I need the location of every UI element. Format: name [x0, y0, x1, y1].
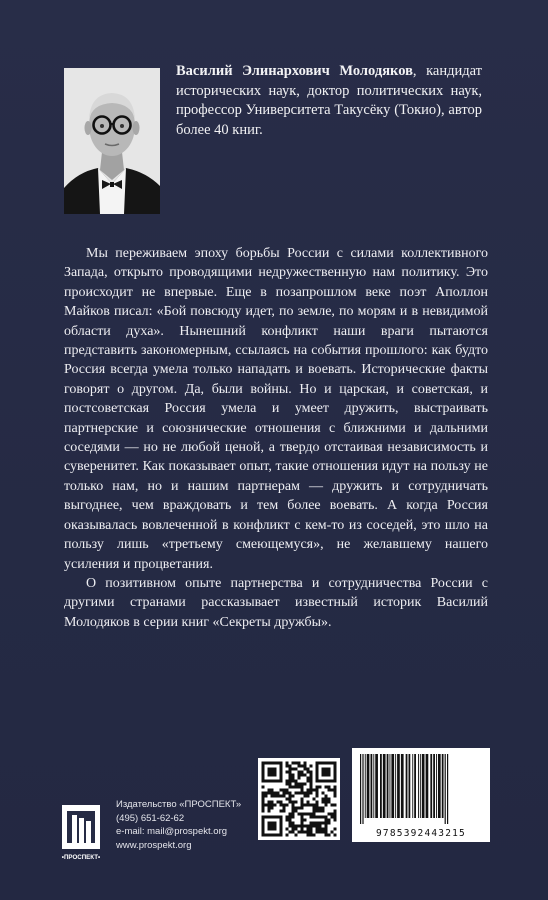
- author-bio: [176, 62, 482, 140]
- publisher-name: Издательство «ПРОСПЕКТ»: [116, 799, 242, 810]
- publisher-email: e-mail: mail@prospekt.org: [116, 826, 228, 838]
- author-bio-text: , кандидат исторических наук, доктор политических наук, профессор Университета Такусёку (Токио), автор более 40 книг.: [176, 63, 482, 138]
- isbn-barcode-digits: 9785392443215: [376, 828, 466, 839]
- isbn-barcode: [352, 748, 490, 842]
- publisher-logo-text: •ПРОСПЕКТ•: [61, 854, 101, 861]
- author-name: Василий Элинархович Молодяков: [176, 63, 413, 79]
- annotation-paragraph: О позитивном опыте партнерства и сотрудничества России с другими странами рассказывает известный историк Василий Молодяков в серии книг «Секреты дружбы».: [64, 575, 488, 630]
- qr-code: [258, 758, 340, 840]
- publisher-phone: (495) 651-62-62: [116, 812, 185, 824]
- annotation-paragraph: Мы переживаем эпоху борьбы России с силами коллективного Запада, открыто проводящими недружественную нам политику. Это происходит не впервые. Еще в позапрошлом веке поэт Аполлон Майков писал: «Бой повсюду идет, по земле, по морям и в невидимой области духа». Нынешний конфликт наши враги пытаются представить закономерным, ссылаясь на события прошлого: как будто Россия всегда умела только нападать и воевать. Исторические факты говорят о другом. Да, были войны. Но и царская, и советская, и постсоветская Россия умела и умеет дружить, выстраивать партнерские и союзнические отношения с ближними и дальними соседями — но не любой ценой, а твердо отстаивая независимость и суверенитет. Как показывает опыт, такие отношения идут на пользу не только нам, но и нашим партнерам — дружить и сотрудничать выгоднее, чем враждовать и тем более воевать. А когда Россия оказывалась вовлеченной в конфликт с кем-то из соседей, это шло на пользу лишь «третьему смеющемуся», не желавшему нашего усиления и процветания.: [64, 246, 488, 572]
- publisher-logo: [58, 803, 104, 865]
- publisher-info: [116, 798, 256, 852]
- publisher-website: www.prospekt.org: [116, 839, 192, 851]
- author-photo: [64, 68, 160, 214]
- annotation-text: [64, 244, 488, 632]
